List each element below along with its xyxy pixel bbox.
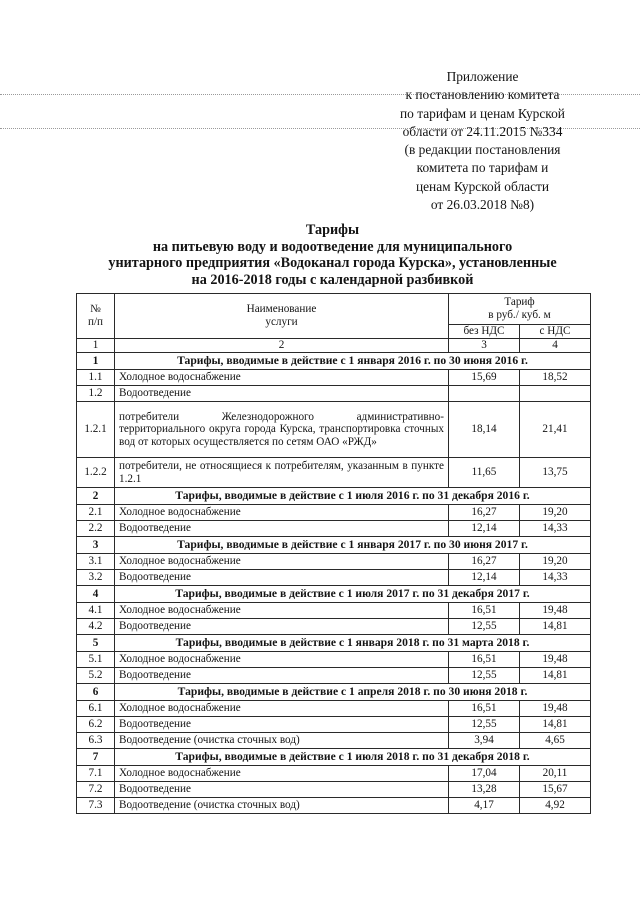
row-number: 4.2 [77,619,115,635]
tariff-with-vat: 19,48 [520,652,591,668]
header-with-vat: с НДС [520,325,591,339]
col-number-3: 3 [449,339,520,353]
row-number: 5.2 [77,668,115,684]
section-title: Тарифы, вводимые в действие с 1 апреля 2018 г. по 30 июня 2018 г. [115,684,591,701]
row-number: 1.1 [77,370,115,386]
row-number: 1.2.2 [77,458,115,488]
service-name: Водоотведение [115,386,449,402]
title-line: Тарифы [305,222,360,238]
row-number: 6.2 [77,717,115,733]
tariff-with-vat: 20,11 [520,766,591,782]
section-number: 6 [77,684,115,701]
tariff-without-vat: 12,14 [449,570,520,586]
appendix-line: области от 24.11.2015 №334 [402,123,563,139]
service-name: Холодное водоснабжение [115,652,449,668]
tariff-without-vat: 12,55 [449,717,520,733]
tariff-without-vat: 12,55 [449,619,520,635]
section-row [77,353,591,370]
tariff-without-vat: 16,51 [449,652,520,668]
tariff-without-vat: 12,55 [449,668,520,684]
table-row [77,370,591,386]
table-row [77,505,591,521]
tariff-without-vat: 3,94 [449,733,520,749]
row-number: 2.2 [77,521,115,537]
tariff-without-vat [449,386,520,402]
table-row [77,782,591,798]
section-number: 2 [77,488,115,505]
tariff-with-vat: 19,20 [520,554,591,570]
table-row [77,554,591,570]
appendix-line: к постановлению комитета [405,87,560,103]
header-service: Наименование услуги [115,294,449,339]
tariff-without-vat: 12,14 [449,521,520,537]
section-number: 3 [77,537,115,554]
tariff-without-vat: 17,04 [449,766,520,782]
row-number: 7.1 [77,766,115,782]
section-row [77,537,591,554]
row-number: 4.1 [77,603,115,619]
tariff-without-vat: 18,14 [449,402,520,458]
service-name: Холодное водоснабжение [115,554,449,570]
tariff-without-vat: 13,28 [449,782,520,798]
section-row [77,586,591,603]
section-number: 1 [77,353,115,370]
header-without-vat: без НДС [449,325,520,339]
tariff-table [76,293,591,814]
tariff-with-vat [520,386,591,402]
service-name: Водоотведение [115,668,449,684]
col-number-1: 1 [77,339,115,353]
col-number-2: 2 [115,339,449,353]
service-name: Водоотведение [115,782,449,798]
service-name: потребители, не относящиеся к потребителям, указанным в пункте 1.2.1 [115,458,449,488]
table-row [77,386,591,402]
section-number: 5 [77,635,115,652]
tariff-with-vat: 14,81 [520,619,591,635]
row-number: 1.2.1 [77,402,115,458]
table-row [77,766,591,782]
section-title: Тарифы, вводимые в действие с 1 июля 2017 г. по 31 декабря 2017 г. [115,586,591,603]
table-row [77,521,591,537]
tariff-without-vat: 16,51 [449,603,520,619]
tariff-with-vat: 18,52 [520,370,591,386]
service-name: Холодное водоснабжение [115,701,449,717]
tariff-without-vat: 16,27 [449,554,520,570]
section-number: 7 [77,749,115,766]
section-number: 4 [77,586,115,603]
tariff-with-vat: 14,81 [520,668,591,684]
table-row [77,798,591,814]
table-row [77,717,591,733]
row-number: 5.1 [77,652,115,668]
tariff-with-vat: 4,92 [520,798,591,814]
header-num: № п/п [77,294,115,339]
appendix-line: от 26.03.2018 №8) [430,197,535,213]
service-name: Водоотведение (очистка сточных вод) [115,733,449,749]
title-line: на питьевую воду и водоотведение для муниципального [152,238,513,255]
service-name: Водоотведение [115,717,449,733]
table-row [77,603,591,619]
tariff-with-vat: 19,20 [520,505,591,521]
tariff-with-vat: 15,67 [520,782,591,798]
appendix-line: ценам Курской области [415,178,550,194]
table-row [77,668,591,684]
table-row [77,701,591,717]
section-row [77,684,591,701]
section-title: Тарифы, вводимые в действие с 1 июля 2016 г. по 31 декабря 2016 г. [115,488,591,505]
section-row [77,488,591,505]
tariff-with-vat: 4,65 [520,733,591,749]
appendix-line: Приложение [446,69,519,84]
col-number-4: 4 [520,339,591,353]
table-row [77,402,591,458]
service-name: Водоотведение [115,521,449,537]
service-name: Холодное водоснабжение [115,505,449,521]
row-number: 7.2 [77,782,115,798]
tariff-with-vat: 21,41 [520,402,591,458]
tariff-without-vat: 11,65 [449,458,520,488]
tariff-with-vat: 14,81 [520,717,591,733]
document-title [60,222,605,288]
table-row [77,652,591,668]
tariff-with-vat: 19,48 [520,701,591,717]
appendix-line: по тарифам и ценам Курской [400,105,565,121]
tariff-without-vat: 15,69 [449,370,520,386]
section-row [77,749,591,766]
tariff-without-vat: 16,27 [449,505,520,521]
tariff-without-vat: 4,17 [449,798,520,814]
section-title: Тарифы, вводимые в действие с 1 июля 2018 г. по 31 декабря 2018 г. [115,749,591,766]
row-number: 3.1 [77,554,115,570]
service-name: Водоотведение (очистка сточных вод) [115,798,449,814]
service-name: Холодное водоснабжение [115,370,449,386]
table-row [77,733,591,749]
service-name: Холодное водоснабжение [115,766,449,782]
appendix-line: комитета по тарифам и [416,160,549,176]
service-name: Холодное водоснабжение [115,603,449,619]
row-number: 7.3 [77,798,115,814]
tariff-with-vat: 13,75 [520,458,591,488]
service-name: потребители Железнодорожного административно-территориального округа города Курска, транспортировка сточных вод от которых осуществляется по сетям ОАО «РЖД» [115,402,449,458]
service-name: Водоотведение [115,570,449,586]
row-number: 1.2 [77,386,115,402]
row-number: 3.2 [77,570,115,586]
section-title: Тарифы, вводимые в действие с 1 января 2018 г. по 31 марта 2018 г. [115,635,591,652]
table-row [77,570,591,586]
section-row [77,635,591,652]
tariff-with-vat: 19,48 [520,603,591,619]
header-tariff: Тариф в руб./ куб. м [449,294,591,325]
section-title: Тарифы, вводимые в действие с 1 января 2017 г. по 30 июня 2017 г. [115,537,591,554]
tariff-with-vat: 14,33 [520,521,591,537]
appendix-block [355,68,610,214]
table-row [77,619,591,635]
section-title: Тарифы, вводимые в действие с 1 января 2016 г. по 30 июня 2016 г. [115,353,591,370]
title-line: на 2016-2018 годы с календарной разбивкой [191,271,474,288]
table-row [77,458,591,488]
row-number: 2.1 [77,505,115,521]
title-line: унитарного предприятия «Водоканал города Курска», установленные [108,255,557,271]
tariff-table-body [77,353,591,814]
row-number: 6.3 [77,733,115,749]
tariff-with-vat: 14,33 [520,570,591,586]
appendix-line: (в редакции постановления [404,142,561,158]
row-number: 6.1 [77,701,115,717]
service-name: Водоотведение [115,619,449,635]
tariff-without-vat: 16,51 [449,701,520,717]
